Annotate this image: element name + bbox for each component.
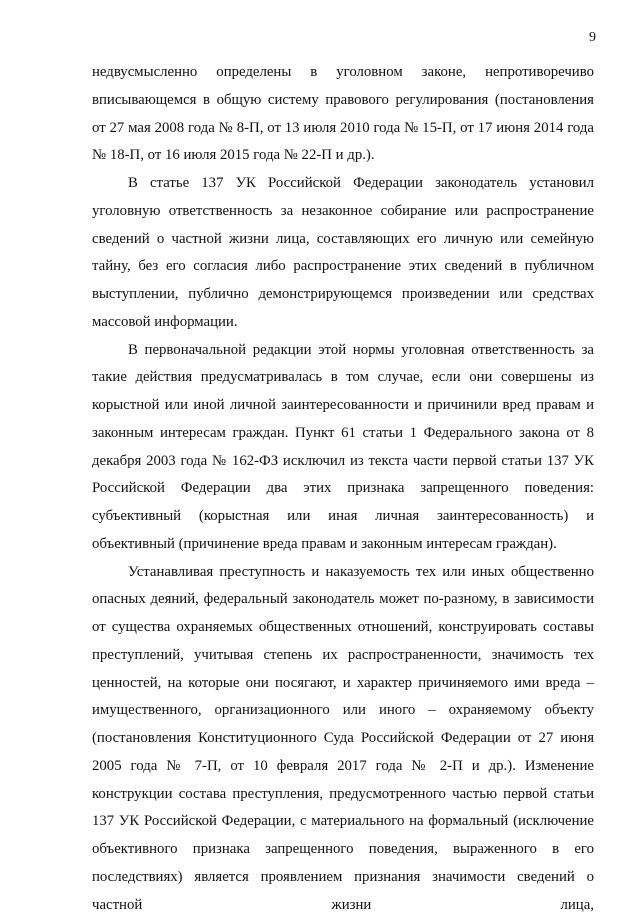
paragraph-original-edition: В первоначальной редакции этой нормы уголовная ответственность за такие действия предусматривалась в том случае, если они совершены из корыстной или иной личной заинтересованности и причинили вред правам и законным интересам граждан. Пункт 61 статьи 1 Федерального закона от 8 декабря 2003 года № 162-ФЗ исключил из текста части первой статьи 137 УК Российской Федерации два этих признака запрещенного поведения: субъективный (корыстная или иная личная заинтересованность) и объективный (причинение вреда правам и законным интересам граждан). — [92, 337, 594, 559]
page-number: 9 — [589, 30, 596, 46]
paragraph-article-137: В статье 137 УК Российской Федерации законодатель установил уголовную ответственность за незаконное собирание или распространение сведений о частной жизни лица, составляющих его личную или семейную тайну, без его согласия либо распространение этих сведений в публичном выступлении, публично демонстрирующемся произведении или средствах массовой информации. — [92, 170, 594, 337]
paragraph-continued: недвусмысленно определены в уголовном законе, непротиворечиво вписывающемся в общую систему правового регулирования (постановления от 27 мая 2008 года № 8-П, от 13 июля 2010 года № 15-П, от 17 июня 2014 года № 18-П, от 16 июля 2015 года № 22-П и др.). — [92, 59, 594, 170]
paragraph-criminal-liability: Устанавливая преступность и наказуемость тех или иных общественно опасных деяний, федеральный законодатель может по-разному, в зависимости от существа охраняемых общественных отношений, конструировать составы преступлений, учитывая степень их распространенности, значимость тех ценностей, на которые они посягают, и характер причиняемого ими вреда – имущественного, организационного или иного – охраняемому объекту (постановления Конституционного Суда Российской Федерации от 27 июня 2005 года № 7-П, от 10 февраля 2017 года № 2-П и др.). Изменение конструкции состава преступления, предусмотренного частью первой статьи 137 УК Российской Федерации, с материального на формальный (исключение объективного признака запрещенного поведения, выраженного в его последствиях) является проявлением признания значимости сведений о частной жизни лица, — [92, 559, 594, 919]
document-body — [92, 59, 594, 919]
